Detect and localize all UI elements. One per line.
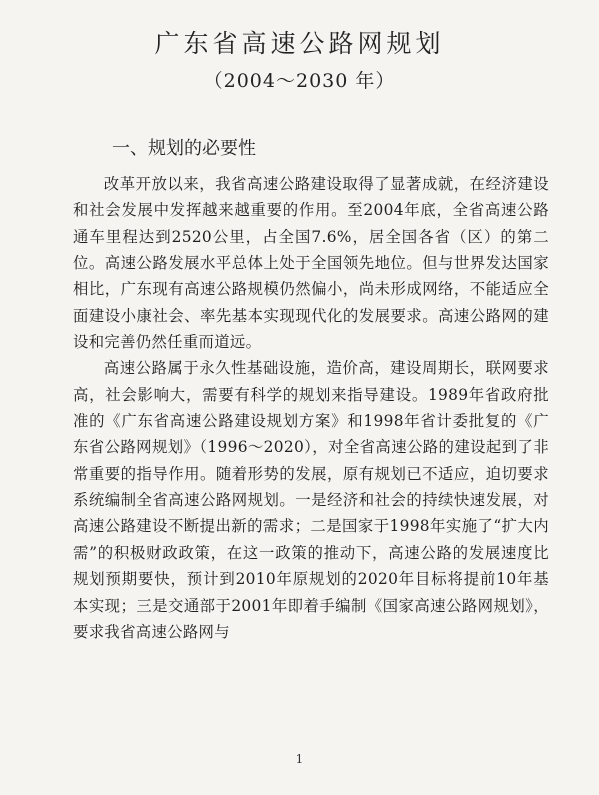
document-title: 广东省高速公路网规划 (154, 29, 445, 58)
paragraph-1: 改革开放以来，我省高速公路建设取得了显著成就，在经济建设和社会发展中发挥越来越重要的作用。至2004年底，全省高速公路通车里程达到2520公里，占全国7.6%，居全国各省（区）的第二位。高速公路发展水平总体上处于全国领先地位。但与世界发达国家相比，广东现有高速公路规模仍然偏小，尚未形成网络，不能适应全面建设小康社会、率先基本实现现代化的发展要求。高速公路网的建设和完善仍然任重而道远。 (73, 175, 549, 352)
paragraph-2: 高速公路属于永久性基础设施，造价高，建设周期长，联网要求高，社会影响大，需要有科学的规划来指导建设。1989年省政府批准的《广东省高速公路建设规划方案》和1998年省计委批复的《广东省公路网规划》（1996～2020），对全省高速公路的建设起到了非常重要的指导作用。随着形势的发展，原有规划已不适应，迫切要求系统编制全省高速公路网规划。一是经济和社会的持续快速发展，对高速公路建设不断提出新的需求；二是国家于1998年实施了“扩大内需”的积极财政政策，在这一政策的推动下，高速公路的发展速度比规划预期要快，预计到2010年原规划的2020年目标将提前10年基本实现；三是交通部于2001年即着手编制《国家高速公路网规划》，要求我省高速公路网与 (73, 359, 549, 641)
document-body (73, 171, 549, 645)
section-heading: 一、规划的必要性 (112, 138, 256, 159)
page-number: 1 (295, 752, 304, 766)
document-subtitle: （2004～2030 年） (203, 70, 396, 92)
